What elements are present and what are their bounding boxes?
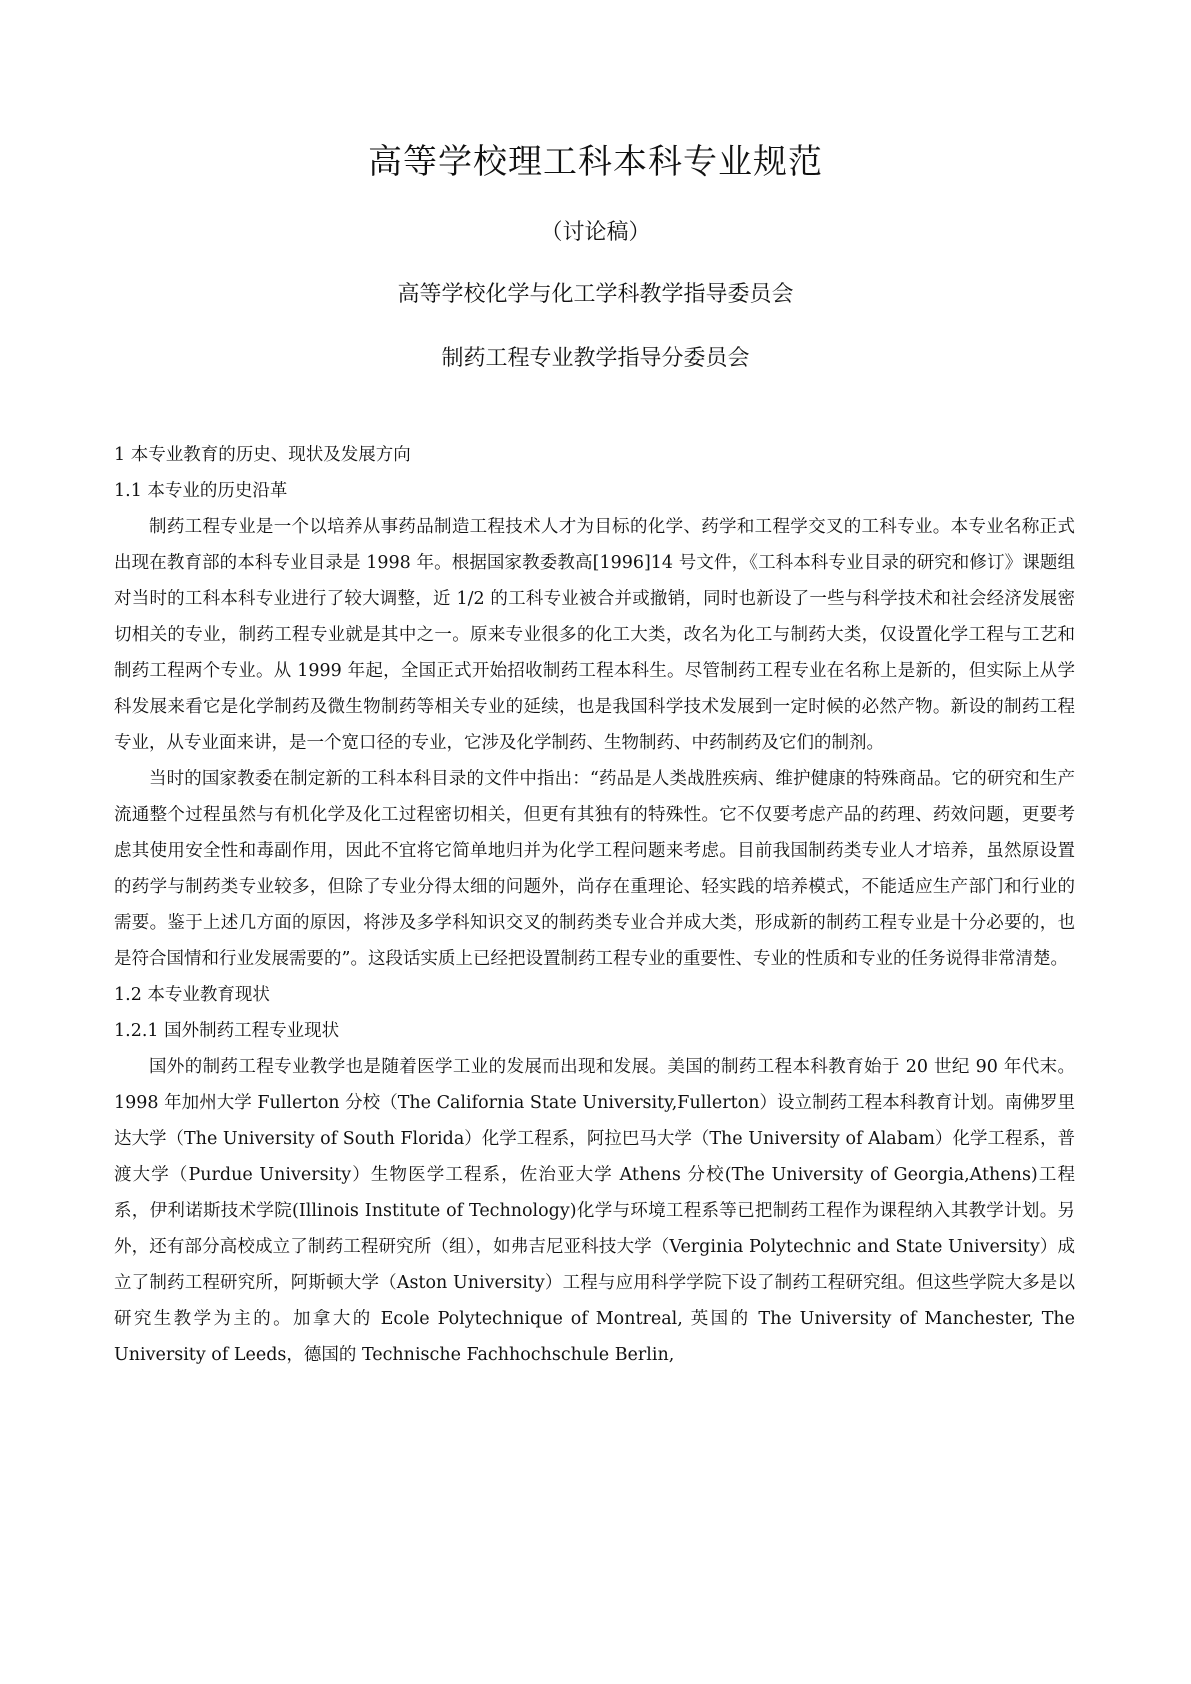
paragraph-history: 制药工程专业是一个以培养从事药品制造工程技术人才为目标的化学、药学和工程学交叉的工科专业。本专业名称正式出现在教育部的本科专业目录是 1998 年。根据国家教委教高[1996]14 号文件，《工科本科专业目录的研究和修订》课题组对当时的工科本科专业进行了较大调整，近 1/2 的工科专业被合并或撤销，同时也新设了一些与科学技术和社会经济发展密切相关的专业，制药工程专业就是其中之一。原来专业很多的化工大类，改名为化工与制药大类，仅设置化学工程与工艺和制药工程两个专业。从 1999 年起，全国正式开始招收制药工程本科生。尽管制药工程专业在名称上是新的，但实际上从学科发展来看它是化学制药及微生物制药等相关专业的延续，也是我国科学技术发展到一定时候的必然产物。新设的制药工程专业，从专业面来讲，是一个宽口径的专业，它涉及化学制药、生物制药、中药制药及它们的制剂。 [114, 517, 1075, 753]
section-heading-1-1: 1.1 本专业的历史沿革 [114, 481, 288, 501]
paragraph-quote: 当时的国家教委在制定新的工科本科目录的文件中指出：“药品是人类战胜疾病、维护健康的特殊商品。它的研究和生产流通整个过程虽然与有机化学及化工过程密切相关，但更有其独有的特殊性。它不仅要考虑产品的药理、药效问题，更要考虑其使用安全性和毒副作用，因此不宜将它简单地归并为化学工程问题来考虑。目前我国制药类专业人才培养，虽然原设置的药学与制药类专业较多，但除了专业分得太细的问题外，尚存在重理论、轻实践的培养模式，不能适应生产部门和行业的需要。鉴于上述几方面的原因，将涉及多学科知识交叉的制药类专业合并成大类，形成新的制药工程专业是十分必要的，也是符合国情和行业发展需要的”。这段话实质上已经把设置制药工程专业的重要性、专业的性质和专业的任务说得非常清楚。 [114, 769, 1075, 969]
subcommittee-name: 制药工程专业教学指导分委员会 [441, 346, 750, 371]
paragraph-foreign-status: 国外的制药工程专业教学也是随着医学工业的发展而出现和发展。美国的制药工程本科教育始于 20 世纪 90 年代末。1998 年加州大学 Fullerton 分校（The California State University,Fullerton）设立制药工程本科教育计划。南佛罗里达大学（The University of South Florida）化学工程系，阿拉巴马大学（The University of Alabam）化学工程系，普渡大学（Purdue University）生物医学工程系，佐治亚大学 Athens 分校(The University of Georgia,Athens)工程系，伊利诺斯技术学院(Illinois Institute of Technology)化学与环境工程系等已把制药工程作为课程纳入其教学计划。另外，还有部分高校成立了制药工程研究所（组），如弗吉尼亚科技大学（Verginia Polytechnic and State University）成立了制药工程研究所，阿斯顿大学（Aston University）工程与应用科学学院下设了制药工程研究组。但这些学院大多是以研究生教学为主的。加拿大的 Ecole Polytechnique of Montreal, 英国的 The University of Manchester, The University of Leeds，德国的 Technische Fachhochschule Berlin, [114, 1057, 1075, 1365]
section-heading-1: 1 本专业教育的历史、现状及发展方向 [114, 445, 411, 465]
document-subtitle: （讨论稿） [540, 220, 651, 245]
document-title: 高等学校理工科本科专业规范 [368, 142, 823, 182]
committee-name: 高等学校化学与化工学科教学指导委员会 [397, 282, 794, 307]
document-body [114, 437, 1075, 1373]
section-heading-1-2: 1.2 本专业教育现状 [114, 985, 270, 1005]
section-heading-1-2-1: 1.2.1 国外制药工程专业现状 [114, 1021, 340, 1041]
